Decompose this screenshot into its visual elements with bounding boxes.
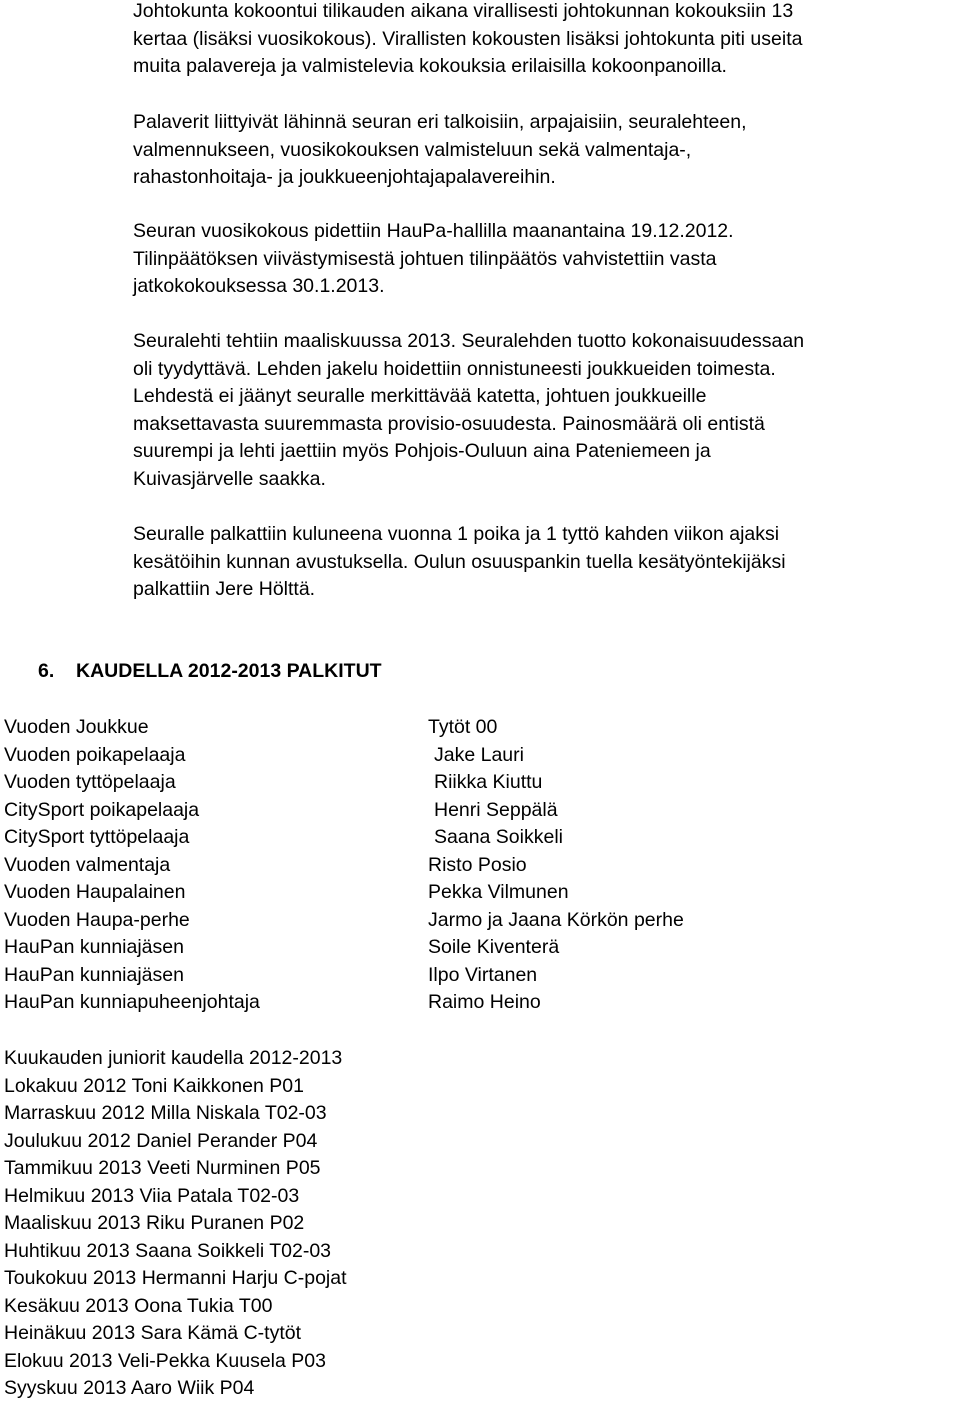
- award-winner: Jake Lauri: [434, 743, 524, 766]
- award-row: [4, 879, 904, 907]
- award-winner: Riikka Kiuttu: [434, 771, 543, 793]
- text-line: Lehdestä ei jäänyt seuralle merkittävää katetta, johtuen joukkueille: [133, 385, 707, 407]
- list-item: Marraskuu 2012 Milla Niskala T02-03: [4, 1102, 327, 1124]
- award-winner: Risto Posio: [428, 853, 527, 876]
- text-line: muita palavereja ja valmistelevia kokouksia erilaisilla kokoonpanoilla.: [133, 55, 727, 77]
- text-line: oli tyydyttävä. Lehden jakelu hoidettiin onnistuneesti joukkueiden toimesta.: [133, 357, 776, 380]
- paragraph-summer-workers: [133, 521, 958, 604]
- paragraph-meetings-topics: [133, 109, 958, 192]
- text-line: Seuran vuosikokous pidettiin HauPa-hallilla maanantaina 19.12.2012.: [133, 220, 734, 242]
- list-item: Tammikuu 2013 Veeti Nurminen P05: [4, 1157, 321, 1179]
- award-category: CitySport poikapelaaja: [4, 798, 200, 821]
- section-title: KAUDELLA 2012-2013 PALKITUT: [76, 660, 382, 682]
- text-line: kesätöihin kunnan avustuksella. Oulun osuuspankin tuella kesätyöntekijäksi: [133, 550, 786, 573]
- award-row: [4, 742, 904, 770]
- award-category: HauPan kunniapuheenjohtaja: [4, 991, 260, 1013]
- list-item: Syyskuu 2013 Aaro Wiik P04: [4, 1377, 255, 1399]
- awards-list: [4, 714, 904, 1017]
- award-category: Vuoden Joukkue: [4, 716, 149, 738]
- award-winner: Henri Seppälä: [434, 798, 558, 821]
- award-row: [4, 962, 904, 990]
- list-item: Kesäkuu 2013 Oona Tukia T00: [4, 1294, 273, 1317]
- list-item: Lokakuu 2012 Toni Kaikkonen P01: [4, 1074, 304, 1097]
- award-row: [4, 714, 904, 742]
- text-line: Seuralle palkattiin kuluneena vuonna 1 poika ja 1 tyttö kahden viikon ajaksi: [133, 523, 780, 545]
- award-row: [4, 907, 904, 935]
- award-category: Vuoden valmentaja: [4, 853, 171, 876]
- award-category: HauPan kunniajäsen: [4, 963, 184, 986]
- award-row: [4, 797, 904, 825]
- award-winner: Pekka Vilmunen: [428, 881, 569, 903]
- text-line: Johtokunta kokoontui tilikauden aikana virallisesti johtokunnan kokouksiin 13: [133, 0, 794, 22]
- award-category: Vuoden Haupalainen: [4, 881, 186, 903]
- text-line: valmennukseen, vuosikokouksen valmisteluun sekä valmentaja-,: [133, 138, 692, 161]
- award-winner: Saana Soikkeli: [434, 826, 563, 848]
- text-line: jatkokokouksessa 30.1.2013.: [133, 275, 385, 297]
- award-winner: Ilpo Virtanen: [428, 963, 538, 986]
- award-row: [4, 989, 904, 1017]
- award-category: Vuoden Haupa-perhe: [4, 908, 190, 931]
- text-line: palkattiin Jere Hölttä.: [133, 578, 316, 600]
- award-winner: Jarmo ja Jaana Körkön perhe: [428, 908, 684, 931]
- list-item: Heinäkuu 2013 Sara Kämä C-tytöt: [4, 1322, 301, 1344]
- section-heading: [38, 658, 382, 685]
- award-winner: Tytöt 00: [428, 716, 498, 738]
- text-line: Tilinpäätöksen viivästymisestä johtuen tilinpäätös vahvistettiin vasta: [133, 247, 717, 270]
- text-line: Seuralehti tehtiin maaliskuussa 2013. Seuralehden tuotto kokonaisuudessaan: [133, 330, 805, 352]
- list-item: Huhtikuu 2013 Saana Soikkeli T02-03: [4, 1239, 332, 1262]
- list-item: Toukokuu 2013 Hermanni Harju C-pojat: [4, 1267, 347, 1289]
- list-item: Elokuu 2013 Veli-Pekka Kuusela P03: [4, 1349, 326, 1372]
- award-winner: Raimo Heino: [428, 991, 541, 1013]
- award-row: [4, 769, 904, 797]
- award-row: [4, 852, 904, 880]
- section-number: 6.: [38, 660, 55, 682]
- award-winner: Soile Kiventerä: [428, 936, 560, 958]
- paragraph-club-magazine: [133, 328, 958, 493]
- text-line: Palaverit liittyivät lähinnä seuran eri talkoisiin, arpajaisiin, seuralehteen,: [133, 111, 747, 133]
- text-line: suurempi ja lehti jaettiin myös Pohjois-Ouluun aina Pateniemeen ja: [133, 440, 711, 462]
- list-item: Joulukuu 2012 Daniel Perander P04: [4, 1129, 318, 1152]
- list-item: Helmikuu 2013 Viia Patala T02-03: [4, 1184, 300, 1207]
- juniors-heading: Kuukauden juniorit kaudella 2012-2013: [4, 1047, 343, 1069]
- text-line: kertaa (lisäksi vuosikokous). Virallisten kokousten lisäksi johtokunta piti useita: [133, 27, 803, 50]
- award-category: Vuoden poikapelaaja: [4, 743, 186, 766]
- paragraph-board-meetings: [133, 0, 958, 81]
- juniors-list: [4, 1045, 347, 1403]
- award-row: [4, 934, 904, 962]
- award-category: HauPan kunniajäsen: [4, 936, 184, 958]
- text-line: maksettavasta suuremmasta provisio-osuudesta. Painosmäärä oli entistä: [133, 412, 765, 435]
- award-category: CitySport tyttöpelaaja: [4, 826, 190, 848]
- text-line: rahastonhoitaja- ja joukkueenjohtajapalavereihin.: [133, 166, 556, 188]
- list-item: Maaliskuu 2013 Riku Puranen P02: [4, 1212, 305, 1234]
- award-row: [4, 824, 904, 852]
- paragraph-annual-meeting: [133, 218, 958, 301]
- text-line: Kuivasjärvelle saakka.: [133, 467, 326, 490]
- award-category: Vuoden tyttöpelaaja: [4, 771, 176, 793]
